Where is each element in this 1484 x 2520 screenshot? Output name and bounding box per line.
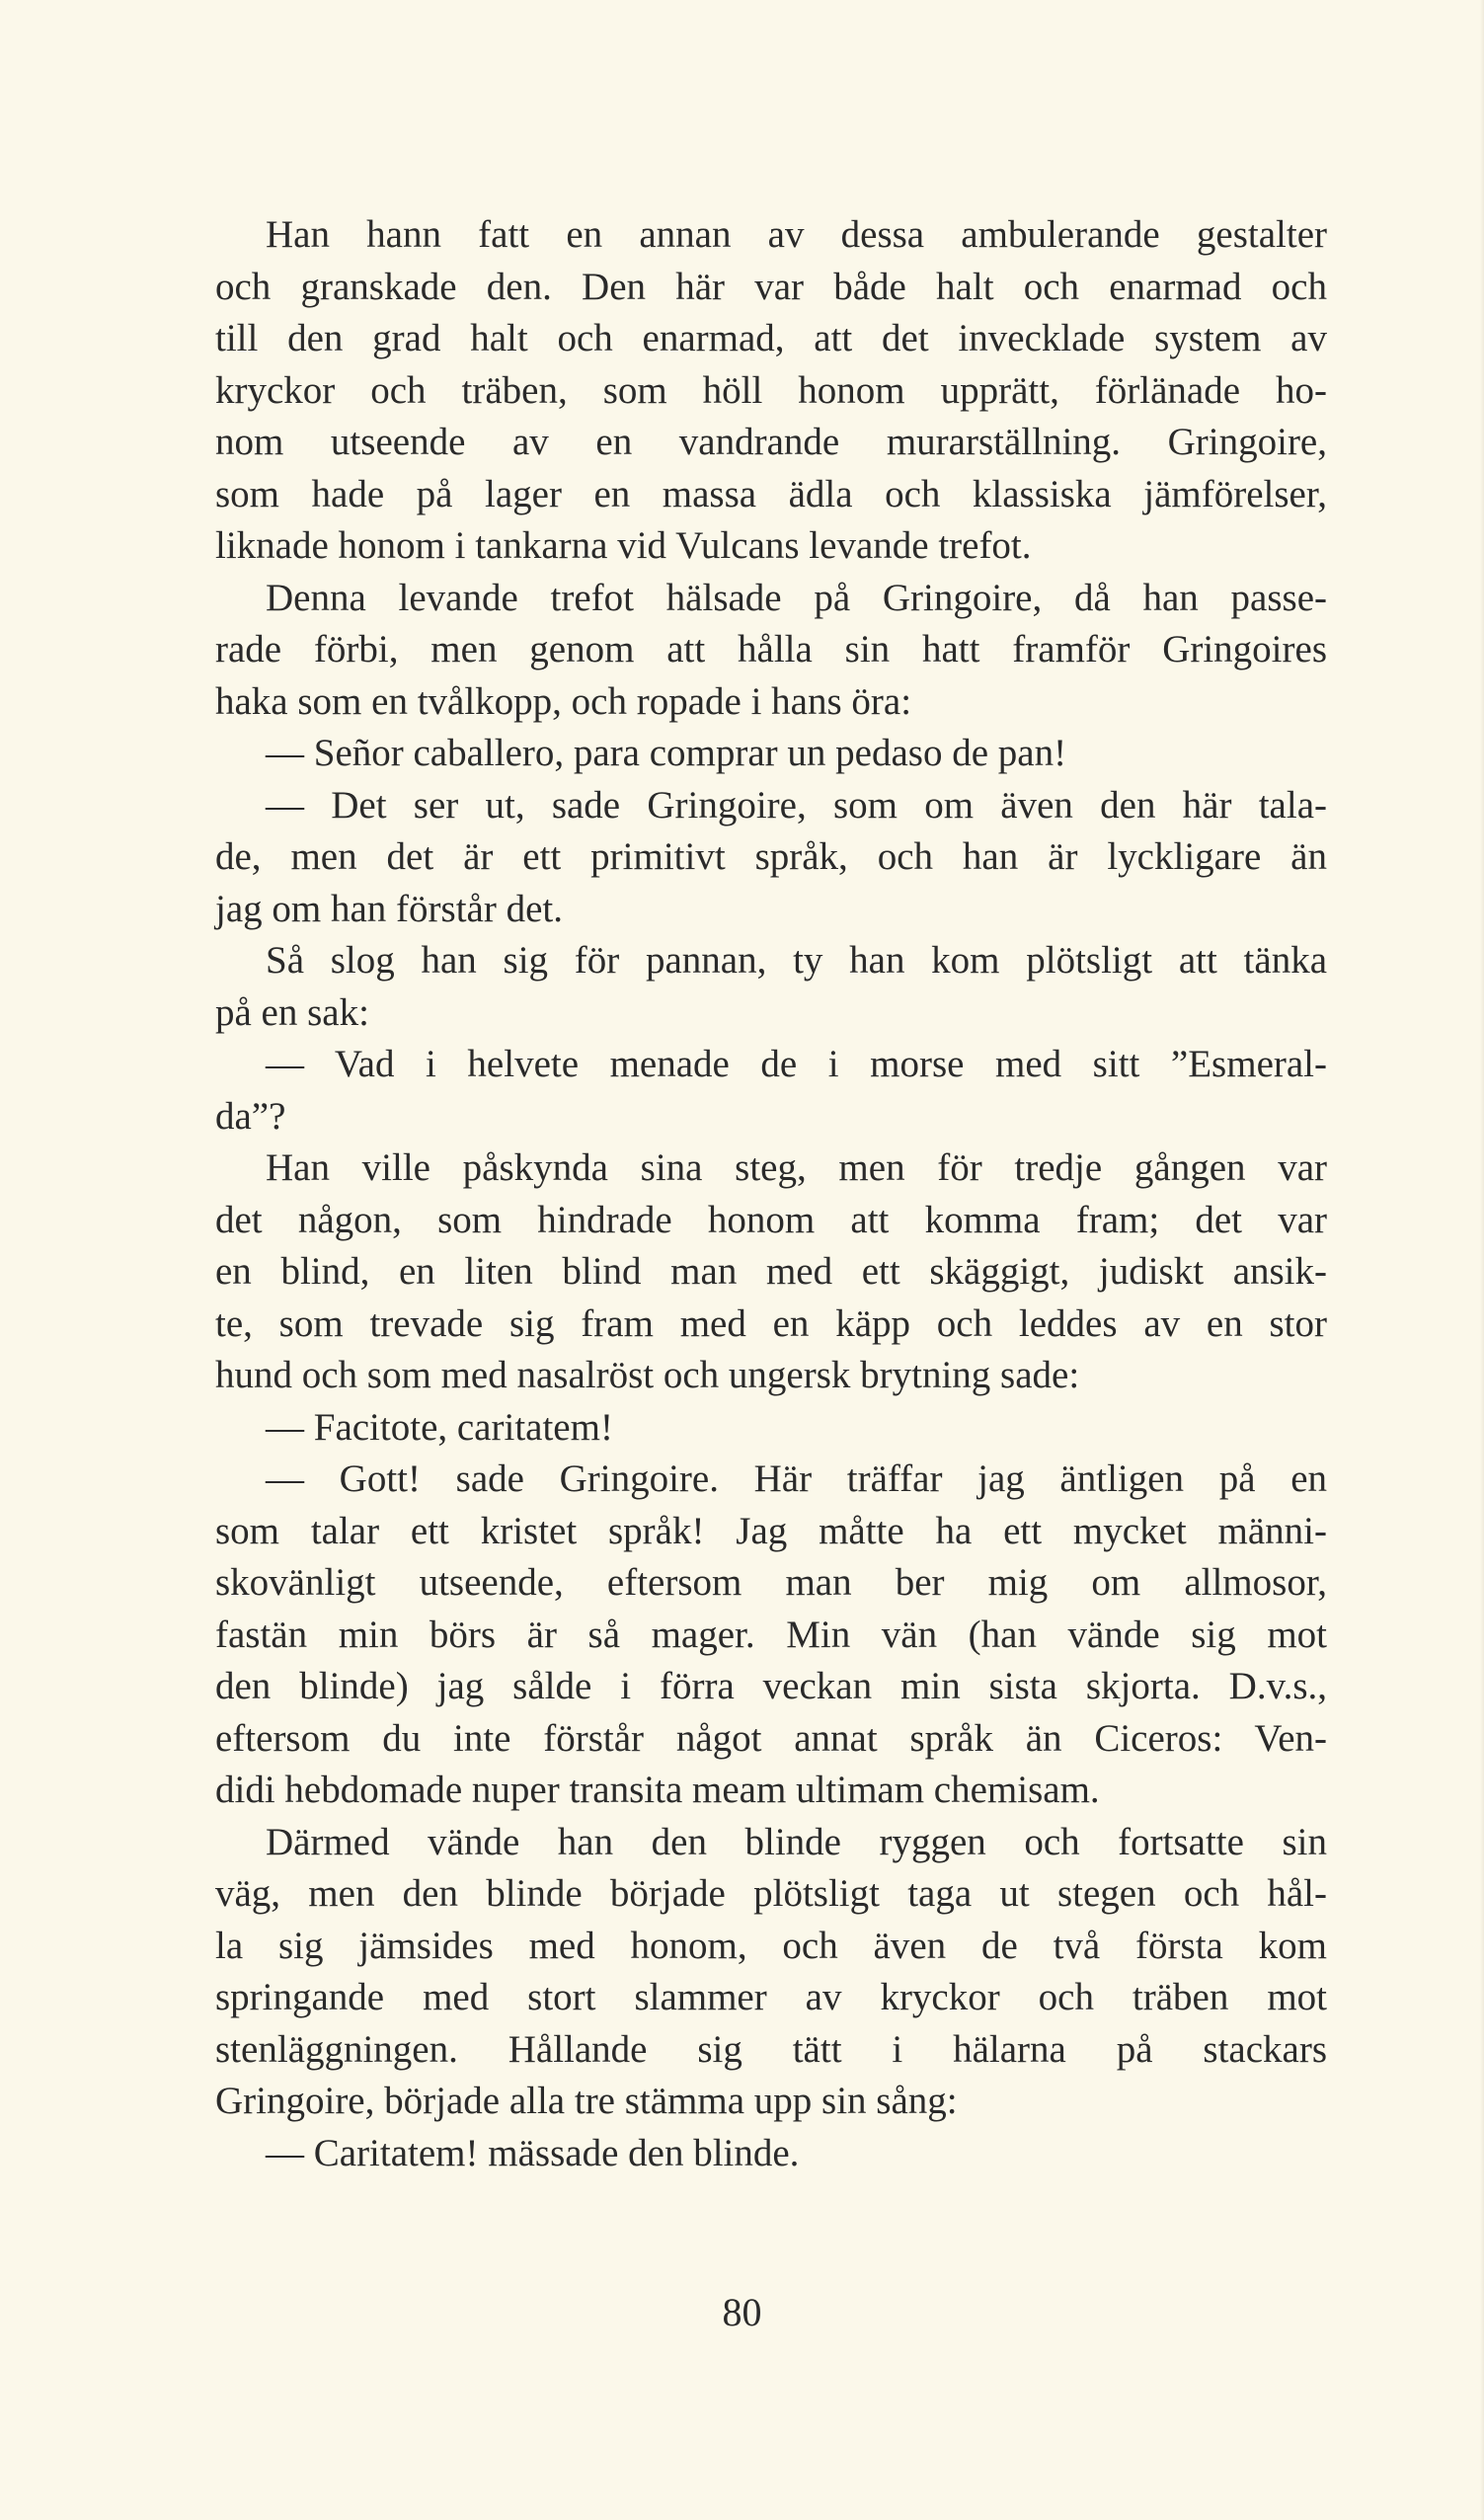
text-line: Han ville påskynda sina steg, men för tredje gången var xyxy=(266,1146,1327,1189)
text-line: en blind, en liten blind man med ett skäggigt, judiskt ansik- xyxy=(215,1250,1327,1293)
text-line: som hade på lager en massa ädla och klassiska jämförelser, xyxy=(215,472,1327,515)
text-line: springande med stort slammer av kryckor och träben mot xyxy=(215,1976,1327,2018)
text-line: — Caritatem! mässade den blinde. xyxy=(266,2131,800,2174)
text-line: fastän min börs är så mager. Min vän (han vände sig mot xyxy=(215,1613,1327,1656)
text-line: till den grad halt och enarmad, att det invecklade system av xyxy=(215,317,1327,359)
text-line: te, som trevade sig fram med en käpp och leddes av en stor xyxy=(215,1301,1327,1345)
text-line: eftersom du inte förstår något annat språk än Ciceros: Ven- xyxy=(215,1716,1327,1760)
text-line: rade förbi, men genom att hålla sin hatt framför Gringoires xyxy=(215,628,1327,670)
text-line: Gringoire, började alla tre stämma upp sin sång: xyxy=(215,2080,958,2122)
text-line: — Señor caballero, para comprar un pedaso de pan! xyxy=(266,732,1067,774)
text-line: Denna levande trefot hälsade på Gringoire, då han passe- xyxy=(266,576,1327,619)
text-line: det någon, som hindrade honom att komma fram; det var xyxy=(215,1198,1327,1241)
text-line: kryckor och träben, som höll honom upprätt, förlänade ho- xyxy=(215,368,1327,412)
text-line: liknade honom i tankarna vid Vulcans levande trefot. xyxy=(215,524,1032,567)
text-line: da”? xyxy=(215,1094,286,1138)
text-line: didi hebdomade nuper transita meam ultimam chemisam. xyxy=(215,1769,1100,1811)
text-line: — Gott! sade Gringoire. Här träffar jag äntligen på en xyxy=(266,1457,1327,1500)
text-line: hund och som med nasalröst och ungersk brytning sade: xyxy=(215,1354,1080,1396)
body-text xyxy=(215,209,1327,2179)
text-line: skovänligt utseende, eftersom man ber mig om allmosor, xyxy=(215,1561,1327,1604)
text-line: Därmed vände han den blinde ryggen och fortsatte sin xyxy=(266,1820,1327,1863)
text-line: — Facitote, caritatem! xyxy=(266,1405,613,1449)
text-line: de, men det är ett primitivt språk, och han är lyckligare än xyxy=(215,835,1327,878)
text-line: — Vad i helvete menade de i morse med sitt ”Esmeral- xyxy=(266,1043,1327,1085)
text-line: den blinde) jag sålde i förra veckan min sista skjorta. D.v.s., xyxy=(215,1665,1327,1707)
text-line: nom utseende av en vandrande murarställning. Gringoire, xyxy=(215,421,1327,463)
text-line: på en sak: xyxy=(215,990,369,1034)
text-line: Han hann fatt en annan av dessa ambulerande gestalter xyxy=(266,213,1327,256)
text-line: la sig jämsides med honom, och även de två första kom xyxy=(215,1924,1327,1967)
text-line: väg, men den blinde började plötsligt taga ut stegen och hål- xyxy=(215,1872,1327,1915)
text-line: haka som en tvålkopp, och ropade i hans öra: xyxy=(215,679,912,723)
page-number: 80 xyxy=(722,2290,762,2334)
text-line: som talar ett kristet språk! Jag måtte ha ett mycket männi- xyxy=(215,1509,1327,1552)
text-line: Så slog han sig för pannan, ty han kom plötsligt att tänka xyxy=(266,939,1327,982)
text-line: stenläggningen. Hållande sig tätt i hälarna på stackars xyxy=(215,2027,1327,2071)
text-line: och granskade den. Den här var både halt och enarmad och xyxy=(215,265,1327,308)
text-line: — Det ser ut, sade Gringoire, som om även den här tala- xyxy=(266,783,1327,827)
text-line: jag om han förstår det. xyxy=(215,887,563,930)
page-edge xyxy=(1480,0,1484,2520)
